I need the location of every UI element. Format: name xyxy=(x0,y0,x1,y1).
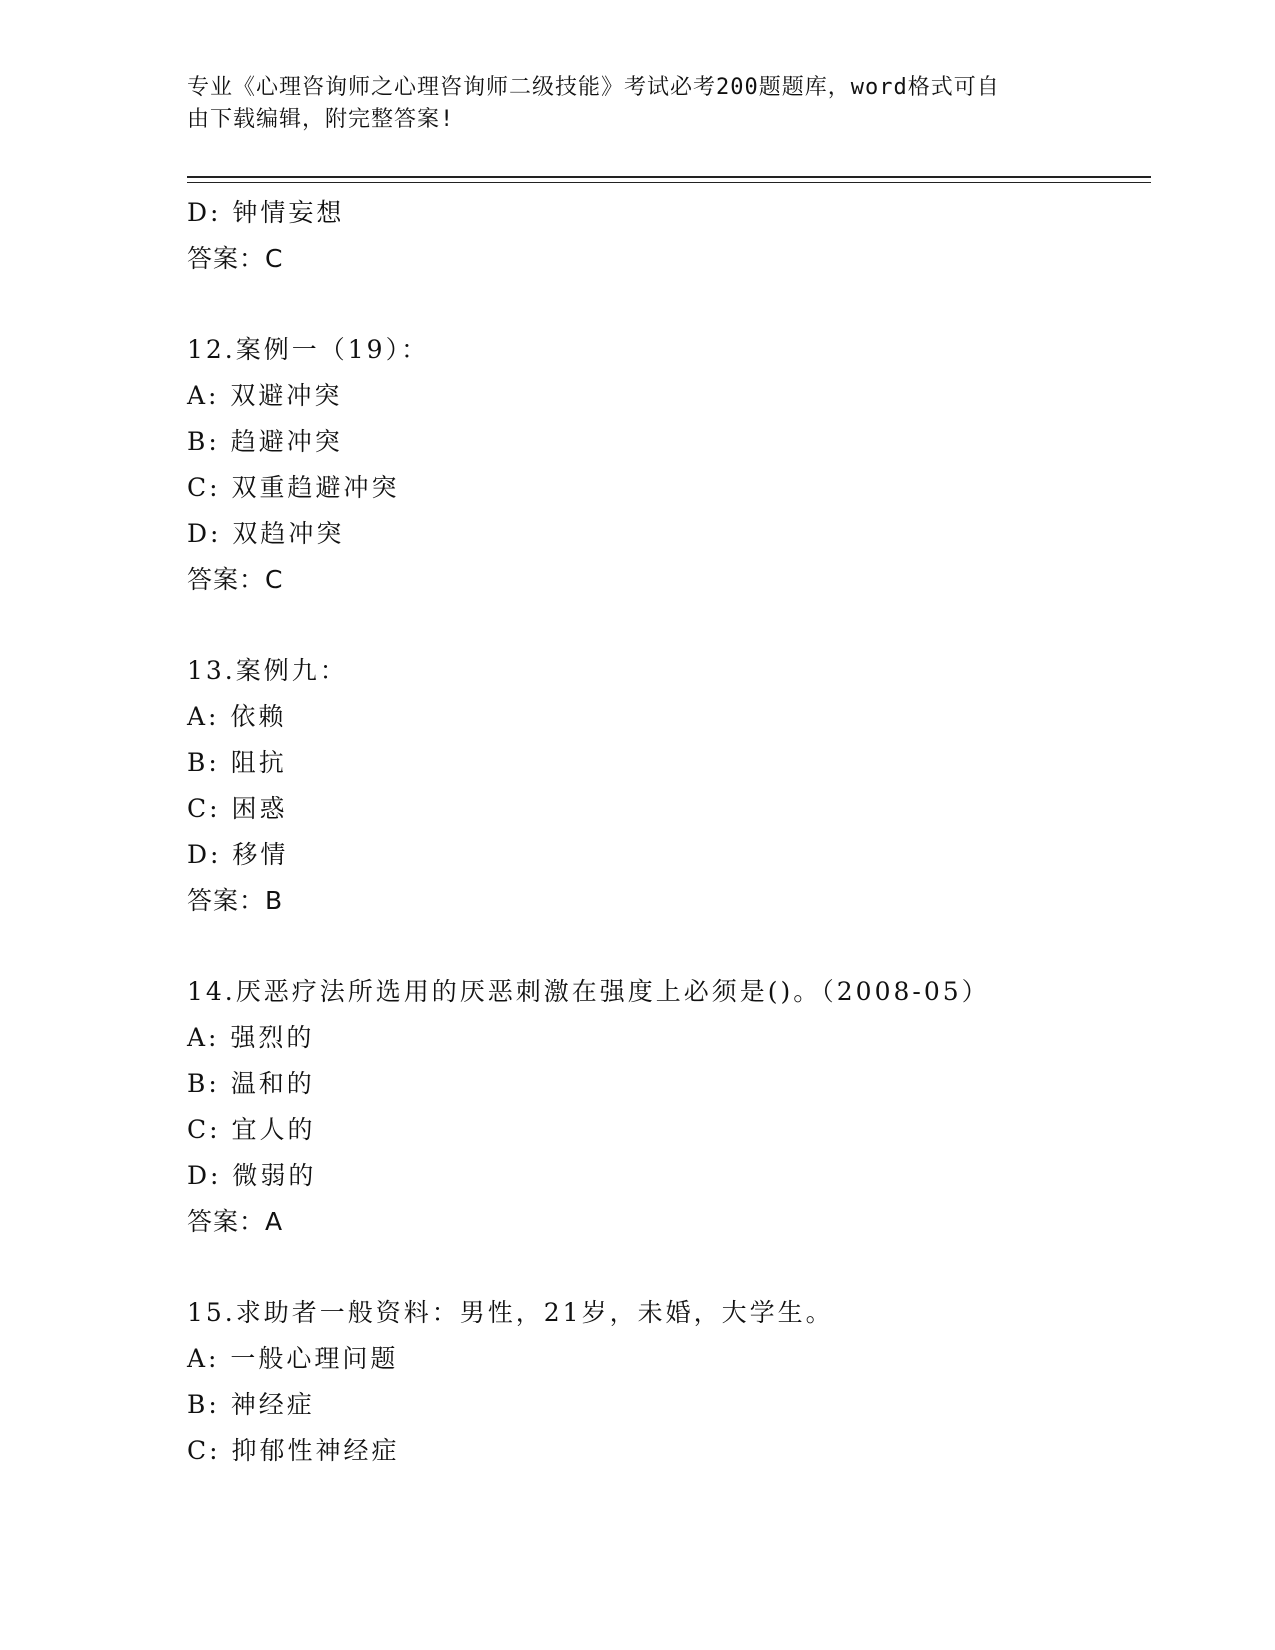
question-list xyxy=(187,190,1147,1474)
option-line: B: 神经症 xyxy=(187,1390,315,1419)
question-gap xyxy=(187,924,1147,969)
option-line: C: 抑郁性神经症 xyxy=(187,1436,400,1465)
question-block-q13 xyxy=(187,648,1147,924)
question-gap xyxy=(187,603,1147,648)
option-line: D: 钟情妄想 xyxy=(187,198,345,227)
option-line: C: 双重趋避冲突 xyxy=(187,473,400,502)
question-block-q11-tail xyxy=(187,190,1147,282)
option-line: A: 一般心理问题 xyxy=(187,1344,399,1373)
header-divider-thin xyxy=(187,182,1151,183)
option-line: D: 双趋冲突 xyxy=(187,519,345,548)
question-text: 12.案例一（19）： xyxy=(187,335,430,364)
question-block-q12 xyxy=(187,327,1147,603)
answer-line: 答案：A xyxy=(187,1207,284,1236)
question-text: 13.案例九： xyxy=(187,656,348,685)
option-line: D: 移情 xyxy=(187,840,289,869)
header-line-1: 专业《心理咨询师之心理咨询师二级技能》考试必考200题题库，word格式可自 xyxy=(187,75,1000,100)
option-line: A: 强烈的 xyxy=(187,1023,315,1052)
document-header xyxy=(187,72,1067,136)
header-divider-thick xyxy=(187,176,1151,178)
question-text: 14.厌恶疗法所选用的厌恶刺激在强度上必须是()。（2008-05） xyxy=(187,977,990,1006)
question-gap xyxy=(187,1245,1147,1290)
option-line: C: 困惑 xyxy=(187,794,288,823)
option-line: C: 宜人的 xyxy=(187,1115,316,1144)
answer-line: 答案：C xyxy=(187,565,284,594)
question-block-q14 xyxy=(187,969,1147,1245)
header-line-2: 由下载编辑，附完整答案! xyxy=(187,107,455,132)
question-text: 15.求助者一般资料：男性，21岁，未婚，大学生。 xyxy=(187,1298,834,1327)
option-line: B: 温和的 xyxy=(187,1069,315,1098)
answer-line: 答案：C xyxy=(187,244,284,273)
option-line: A: 依赖 xyxy=(187,702,287,731)
option-line: D: 微弱的 xyxy=(187,1161,317,1190)
option-line: B: 趋避冲突 xyxy=(187,427,343,456)
option-line: B: 阻抗 xyxy=(187,748,287,777)
question-block-q15 xyxy=(187,1290,1147,1474)
answer-line: 答案：B xyxy=(187,886,284,915)
question-gap xyxy=(187,282,1147,327)
option-line: A: 双避冲突 xyxy=(187,381,343,410)
